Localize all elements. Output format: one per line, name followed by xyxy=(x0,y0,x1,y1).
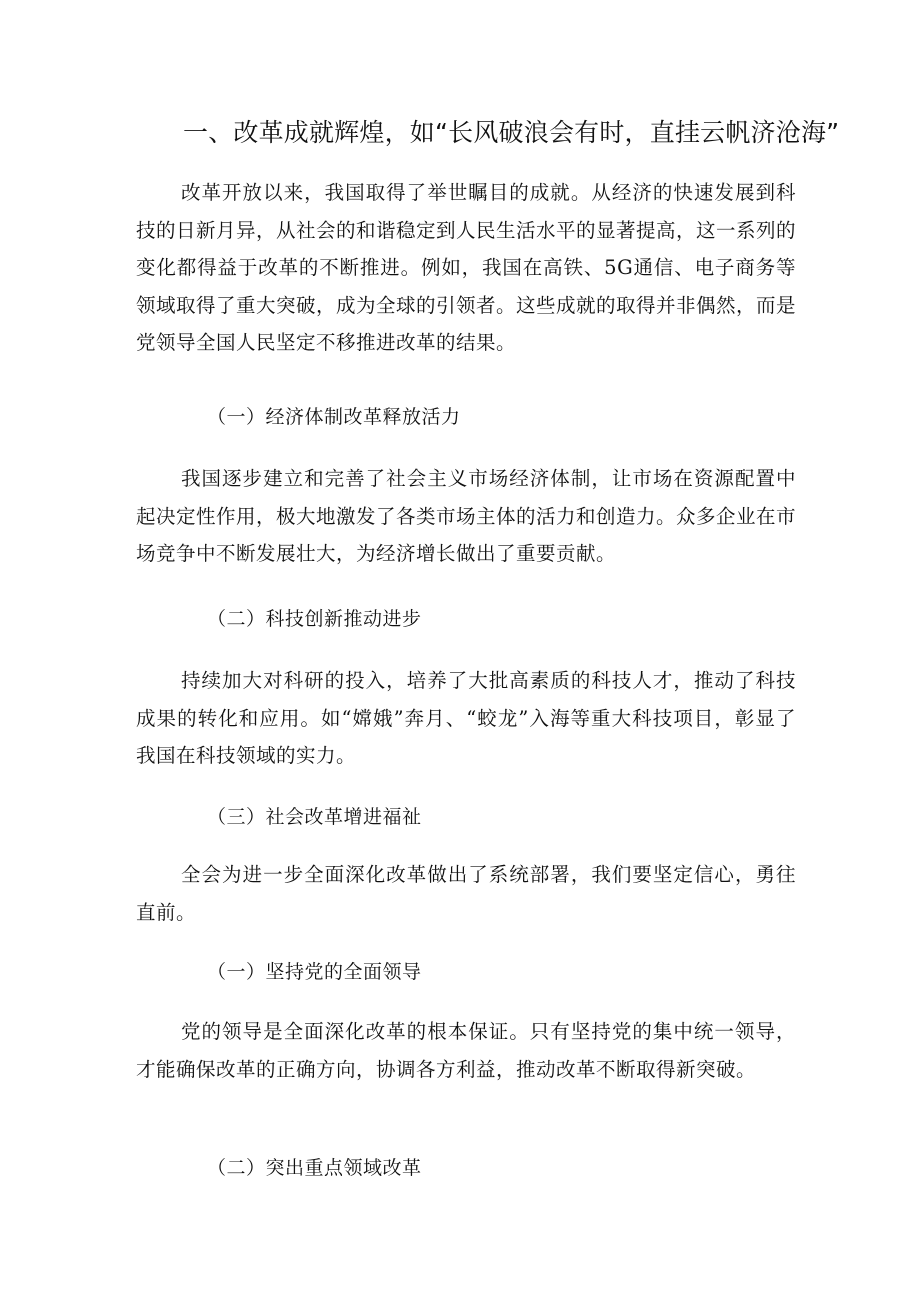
paragraph-plenary-deployment: 全会为进一步全面深化改革做出了系统部署，我们要坚定信心，勇往直前。 xyxy=(136,863,796,924)
section-title: 一、改革成就辉煌，如“长风破浪会有时，直挂云帆济沧海” xyxy=(183,118,840,147)
subheading-party-leadership: （一）坚持党的全面领导 xyxy=(207,961,422,983)
subheading-economic-reform: （一）经济体制改革释放活力 xyxy=(207,406,461,428)
subheading-social-reform: （三）社会改革增进福祉 xyxy=(207,806,422,828)
paragraph-economic-reform: 我国逐步建立和完善了社会主义市场经济体制，让市场在资源配置中起决定性作用，极大地激发了各类市场主体的活力和创造力。众多企业在市场竞争中不断发展壮大，为经济增长做出了重要贡献。 xyxy=(136,467,797,565)
paragraph-party-leadership: 党的领导是全面深化改革的根本保证。只有坚持党的集中统一领导，才能确保改革的正确方向，协调各方利益，推动改革不断取得新突破。 xyxy=(136,1020,796,1081)
subheading-key-areas: （二）突出重点领域改革 xyxy=(207,1157,422,1179)
subheading-tech-innovation: （二）科技创新推动进步 xyxy=(207,608,422,630)
paragraph-tech-innovation: 持续加大对科研的投入，培养了大批高素质的科技人才，推动了科技成果的转化和应用。如“嫦娥”奔月、“蛟龙”入海等重大科技项目，彰显了我国在科技领域的实力。 xyxy=(136,669,796,767)
paragraph-reform-achievements: 改革开放以来，我国取得了举世瞩目的成就。从经济的快速发展到科技的日新月异，从社会的和谐稳定到人民生活水平的显著提高，这一系列的变化都得益于改革的不断推进。例如，我国在高铁、5G通信、电子商务等领域取得了重大突破，成为全球的引领者。这些成就的取得并非偶然，而是党领导全国人民坚定不移推进改革的结果。 xyxy=(136,181,797,354)
